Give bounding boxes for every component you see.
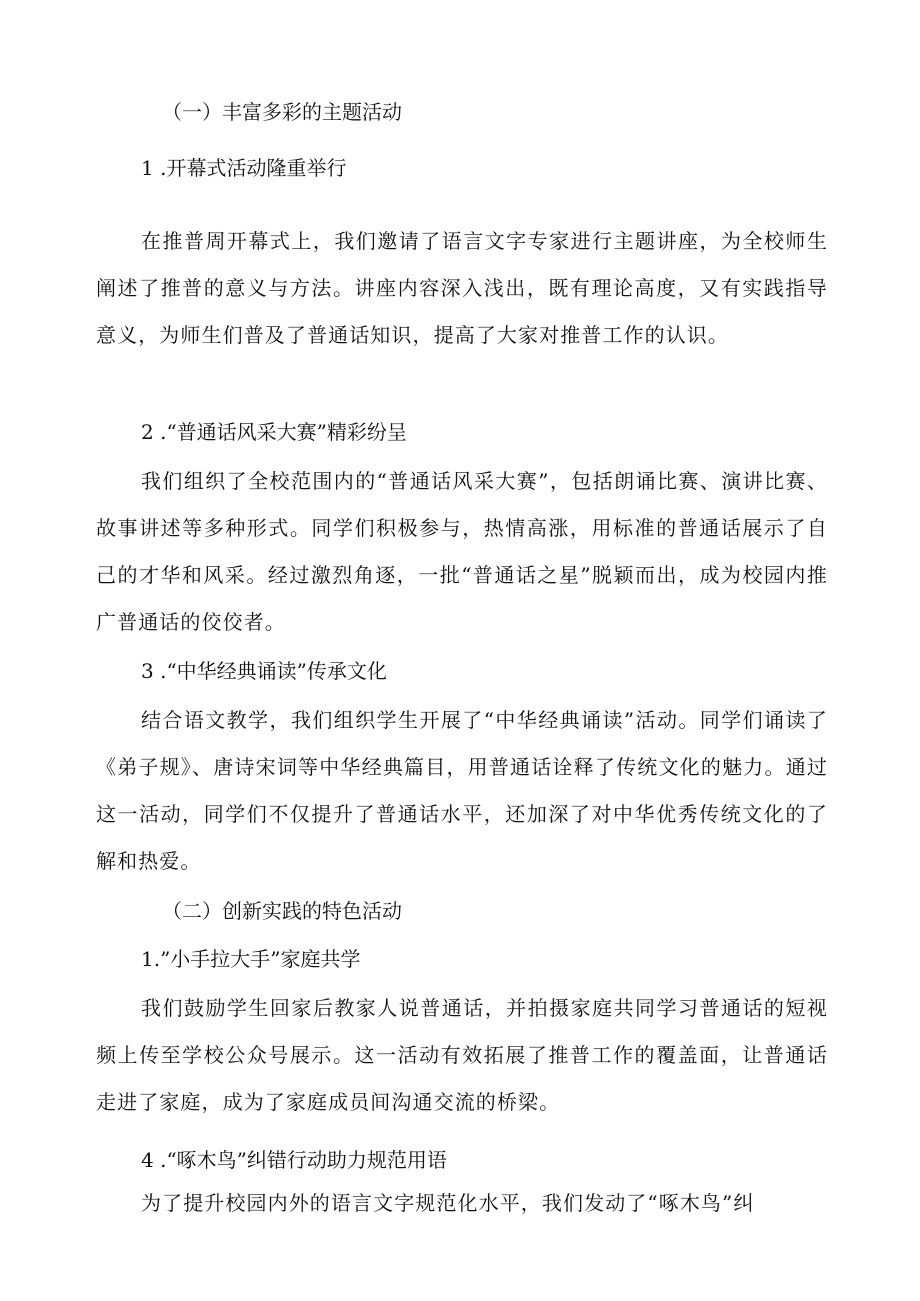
item-title-2-1: 1.”小手拉大手”家庭共学 — [141, 947, 361, 971]
item-body-1-3: 结合语文教学，我们组织学生开展了“中华经典诵读”活动。同学们诵读了《弟子规》、唐诗宋词等中华经典篇目，用普通话诠释了传统文化的魅力。通过这一活动，同学们不仅提升了普通话水平，还加深了对中华优秀传统文化的了解和热爱。 — [96, 708, 828, 873]
item-title-2-2: 4 .“啄木鸟”纠错行动助力规范用语 — [141, 1148, 447, 1172]
section-heading-1: （一）丰富多彩的主题活动 — [162, 100, 402, 124]
item-body-1-2: 我们组织了全校范围内的“普通话风采大赛”，包括朗诵比赛、演讲比赛、故事讲述等多种形式。同学们积极参与，热情高涨，用标准的普通话展示了自己的才华和风采。经过激烈角逐，一批“普通话之星”脱颖而出，成为校园内推广普通话的佼佼者。 — [96, 469, 828, 634]
item-body-2-1: 我们鼓励学生回家后教家人说普通话，并拍摄家庭共同学习普通话的短视频上传至学校公众号展示。这一活动有效拓展了推普工作的覆盖面，让普通话走进了家庭，成为了家庭成员间沟通交流的桥梁。 — [96, 996, 828, 1114]
item-title-1-2: 2 .“普通话风采大赛”精彩纷呈 — [141, 420, 407, 444]
item-title-1-1: 1 .开幕式活动隆重举行 — [141, 156, 347, 180]
section-heading-2: （二）创新实践的特色活动 — [162, 899, 402, 923]
item-body-2-2: 为了提升校园内外的语言文字规范化水平，我们发动了“啄木鸟”纠 — [141, 1191, 755, 1215]
item-title-1-3: 3 .“中华经典诵读”传承文化 — [141, 659, 387, 683]
item-body-1-1: 在推普周开幕式上，我们邀请了语言文字专家进行主题讲座，为全校师生阐述了推普的意义与方法。讲座内容深入浅出，既有理论高度，又有实践指导意义，为师生们普及了普通话知识，提高了大家对推普工作的认识。 — [96, 229, 828, 347]
